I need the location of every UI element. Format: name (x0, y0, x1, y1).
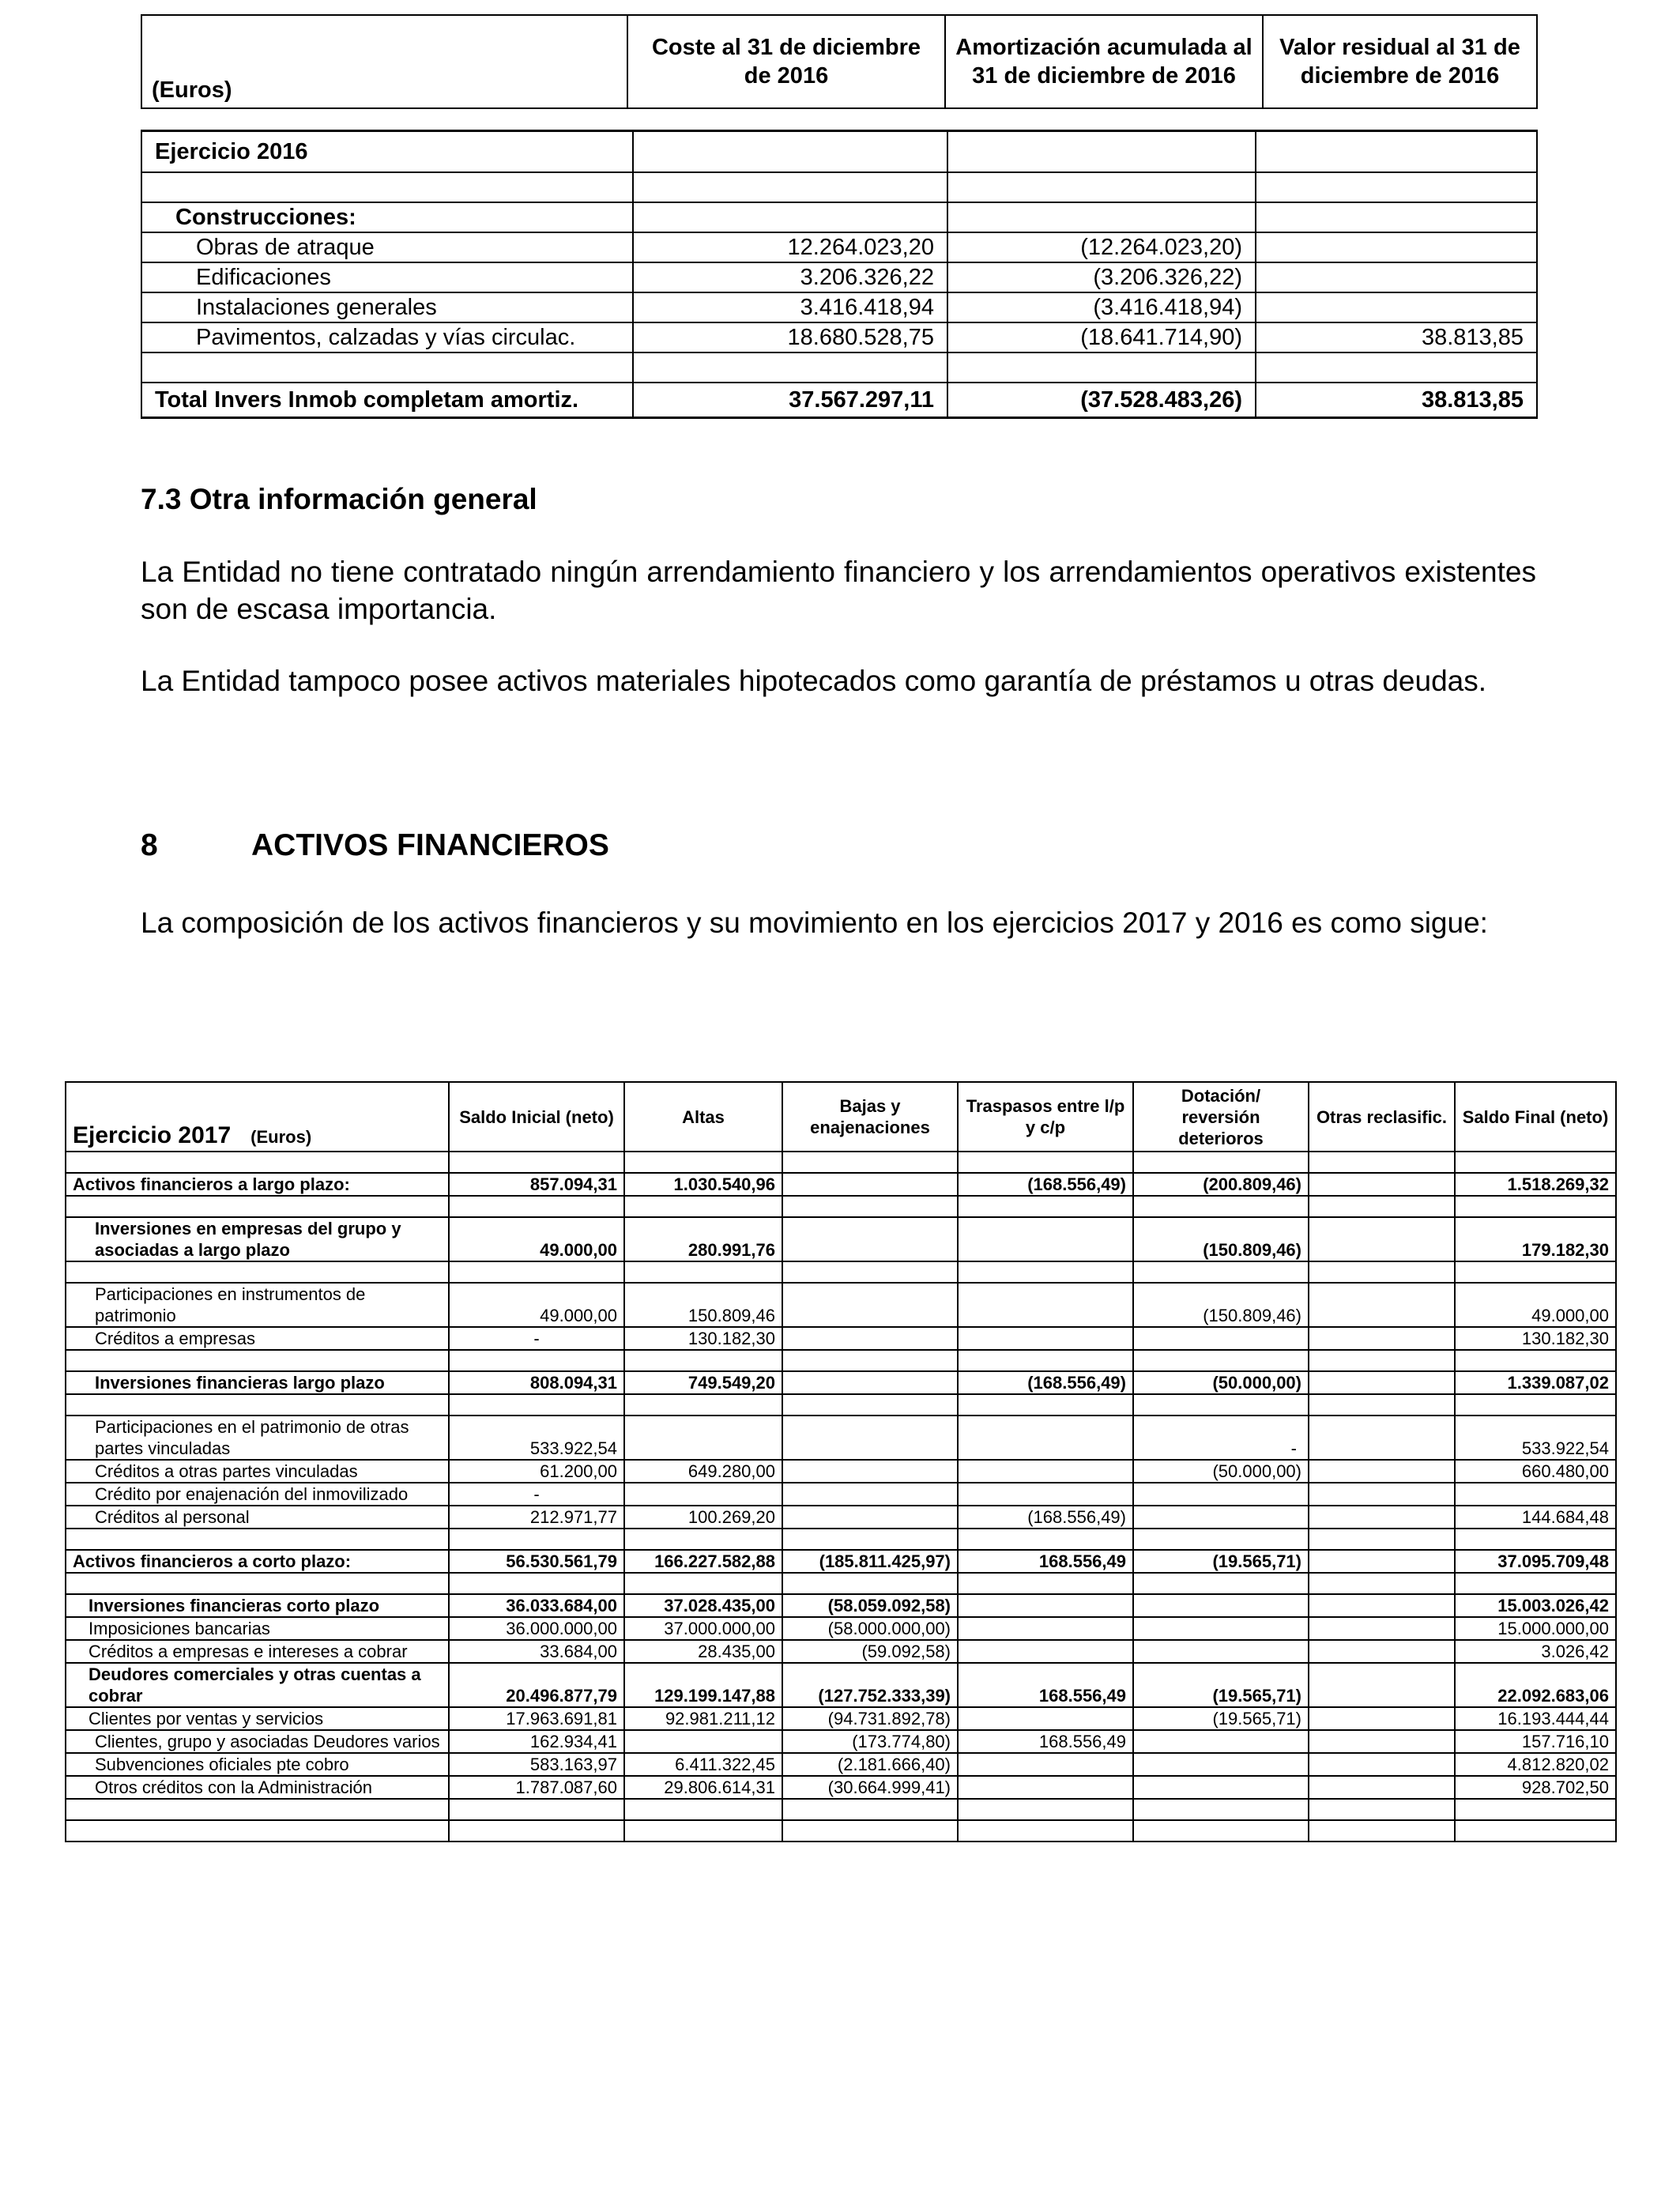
header-amortizacion: Amortización acumulada al 31 de diciembre de 2016 (945, 15, 1263, 108)
cell-value (1309, 1416, 1455, 1460)
cell-value (1133, 1776, 1309, 1799)
cell-value (1133, 1483, 1309, 1506)
cell-value (1309, 1217, 1455, 1261)
cell-value: - (449, 1483, 624, 1506)
cell-value: 649.280,00 (624, 1460, 782, 1483)
cell-value: (150.809,46) (1133, 1217, 1309, 1261)
row-label: Subvenciones oficiales pte cobro (66, 1753, 449, 1776)
cell-value: (127.752.333,39) (782, 1663, 958, 1707)
group-title: Construcciones: (141, 202, 633, 232)
cell-value: 37.095.709,48 (1455, 1550, 1616, 1573)
cell-value: 130.182,30 (624, 1327, 782, 1350)
cell-value: (168.556,49) (958, 1506, 1133, 1529)
row-label: Créditos al personal (66, 1506, 449, 1529)
cell-value (958, 1217, 1133, 1261)
table-row (66, 1416, 1616, 1460)
paragraph: La Entidad no tiene contratado ningún arrendamiento financiero y los arrendamientos operativos existentes son de escasa importancia. (141, 556, 1536, 625)
table-row: Pavimentos, calzadas y vías circulac. 18.680.528,75 (18.641.714,90) 38.813,85 (141, 322, 1537, 352)
cell-value (1309, 1506, 1455, 1529)
table-row (66, 1460, 1616, 1483)
paragraph: La Entidad tampoco posee activos materiales hipotecados como garantía de préstamos u otras deudas. (141, 665, 1487, 697)
cell-value: 533.922,54 (1455, 1416, 1616, 1460)
cell-value (958, 1594, 1133, 1617)
table-row (66, 1371, 1616, 1394)
cell-value: (150.809,46) (1133, 1283, 1309, 1327)
cell-value (1133, 1640, 1309, 1663)
cell-value: 150.809,46 (624, 1283, 782, 1327)
cell-value: (58.000.000,00) (782, 1617, 958, 1640)
table-row (66, 1776, 1616, 1799)
blank-row (66, 1261, 1616, 1283)
header-saldo-final: Saldo Final (neto) (1455, 1082, 1616, 1152)
cell-value (1133, 1506, 1309, 1529)
cell-value: (50.000,00) (1133, 1371, 1309, 1394)
table-row (66, 1617, 1616, 1640)
cell-value: (30.664.999,41) (782, 1776, 958, 1799)
cell-value (624, 1730, 782, 1753)
row-label: Créditos a otras partes vinculadas (66, 1460, 449, 1483)
cell-value (1309, 1327, 1455, 1350)
cell-value: 660.480,00 (1455, 1460, 1616, 1483)
cell-value (782, 1416, 958, 1460)
cell-value: 36.033.684,00 (449, 1594, 624, 1617)
cell-value: (59.092,58) (782, 1640, 958, 1663)
table-row: Instalaciones generales 3.416.418,94 (3.416.418,94) (141, 292, 1537, 322)
table-row (66, 1707, 1616, 1730)
section-title: Ejercicio 2016 (141, 131, 633, 173)
table-row (66, 1640, 1616, 1663)
row-label: Imposiciones bancarias (66, 1617, 449, 1640)
cell-value: 17.963.691,81 (449, 1707, 624, 1730)
cell-value (1309, 1173, 1455, 1196)
cell-value: 130.182,30 (1455, 1327, 1616, 1350)
cell-value (1309, 1753, 1455, 1776)
cell-value: (168.556,49) (958, 1173, 1133, 1196)
blank-row (66, 1394, 1616, 1416)
cell-value: 168.556,49 (958, 1730, 1133, 1753)
row-label: Crédito por enajenación del inmovilizado (66, 1483, 449, 1506)
row-label: Activos financieros a largo plazo: (66, 1173, 449, 1196)
cell-value (782, 1283, 958, 1327)
cell-value: (50.000,00) (1133, 1460, 1309, 1483)
cell-value: 28.435,00 (624, 1640, 782, 1663)
cell-value: 166.227.582,88 (624, 1550, 782, 1573)
cell-value: 36.000.000,00 (449, 1617, 624, 1640)
cell-value (624, 1416, 782, 1460)
cell-value: 56.530.561,79 (449, 1550, 624, 1573)
cell-value (958, 1617, 1133, 1640)
header-bajas: Bajas y enajenaciones (782, 1082, 958, 1152)
cell-value: 179.182,30 (1455, 1217, 1616, 1261)
cell-value: (19.565,71) (1133, 1707, 1309, 1730)
cell-value (1309, 1640, 1455, 1663)
cell-value: (173.774,80) (782, 1730, 958, 1753)
financial-assets-table (65, 1081, 1617, 1842)
row-label: Inversiones financieras corto plazo (66, 1594, 449, 1617)
table-row (66, 1506, 1616, 1529)
cell-value: - (1133, 1416, 1309, 1460)
cell-value: 1.787.087,60 (449, 1776, 624, 1799)
row-label: Activos financieros a corto plazo: (66, 1550, 449, 1573)
table-row (66, 1283, 1616, 1327)
cell-value (782, 1217, 958, 1261)
table-row: Edificaciones 3.206.326,22 (3.206.326,22) (141, 262, 1537, 292)
row-label: Créditos a empresas e intereses a cobrar (66, 1640, 449, 1663)
blank-row (66, 1152, 1616, 1173)
cell-value: 280.991,76 (624, 1217, 782, 1261)
cell-value: 1.030.540,96 (624, 1173, 782, 1196)
table-title: Ejercicio 2017 (Euros) (66, 1082, 449, 1152)
cell-value: 162.934,41 (449, 1730, 624, 1753)
cell-value (1133, 1617, 1309, 1640)
cell-value (1309, 1483, 1455, 1506)
blank-row (66, 1799, 1616, 1820)
cell-value: 168.556,49 (958, 1550, 1133, 1573)
cell-value: 212.971,77 (449, 1506, 624, 1529)
cell-value (782, 1327, 958, 1350)
cell-value (782, 1460, 958, 1483)
cell-value: 33.684,00 (449, 1640, 624, 1663)
cell-value: 15.000.000,00 (1455, 1617, 1616, 1640)
cell-value: 144.684,48 (1455, 1506, 1616, 1529)
cell-value (782, 1483, 958, 1506)
header-altas: Altas (624, 1082, 782, 1152)
table-row (66, 1483, 1616, 1506)
cell-value: 22.092.683,06 (1455, 1663, 1616, 1707)
header-traspasos: Traspasos entre l/p y c/p (958, 1082, 1133, 1152)
cell-value (1309, 1663, 1455, 1707)
blank-row (66, 1529, 1616, 1550)
header-otras: Otras reclasific. (1309, 1082, 1455, 1152)
cell-value (1133, 1730, 1309, 1753)
blank-row (66, 1196, 1616, 1217)
table-row (66, 1753, 1616, 1776)
cell-value (1309, 1617, 1455, 1640)
cell-value: 533.922,54 (449, 1416, 624, 1460)
cell-value (958, 1483, 1133, 1506)
row-label: Participaciones en el patrimonio de otras partes vinculadas (66, 1416, 449, 1460)
cell-value: 583.163,97 (449, 1753, 624, 1776)
cell-value: 37.028.435,00 (624, 1594, 782, 1617)
cell-value (782, 1506, 958, 1529)
cell-value: 29.806.614,31 (624, 1776, 782, 1799)
row-label: Créditos a empresas (66, 1327, 449, 1350)
row-label: Deudores comerciales y otras cuentas a cobrar (66, 1663, 449, 1707)
cell-value: 6.411.322,45 (624, 1753, 782, 1776)
cell-value: 1.339.087,02 (1455, 1371, 1616, 1394)
asset-table-body (141, 130, 1538, 419)
header-euros: (Euros) (141, 15, 627, 108)
section-title: ACTIVOS FINANCIEROS (251, 828, 609, 862)
cell-value (958, 1753, 1133, 1776)
cell-value (958, 1640, 1133, 1663)
cell-value (1455, 1483, 1616, 1506)
cell-value (1309, 1594, 1455, 1617)
cell-value: 61.200,00 (449, 1460, 624, 1483)
section-heading-8 (141, 827, 1536, 864)
cell-value: (94.731.892,78) (782, 1707, 958, 1730)
cell-value (1309, 1550, 1455, 1573)
cell-value: 4.812.820,02 (1455, 1753, 1616, 1776)
table-row (66, 1594, 1616, 1617)
section-number: 8 (141, 828, 158, 862)
cell-value: 168.556,49 (958, 1663, 1133, 1707)
cell-value (1309, 1283, 1455, 1327)
cell-value: (185.811.425,97) (782, 1550, 958, 1573)
row-label: Inversiones en empresas del grupo y asociadas a largo plazo (66, 1217, 449, 1261)
header-saldo-inicial: Saldo Inicial (neto) (449, 1082, 624, 1152)
cell-value: 129.199.147,88 (624, 1663, 782, 1707)
cell-value: 15.003.026,42 (1455, 1594, 1616, 1617)
table-row (66, 1327, 1616, 1350)
cell-value (1309, 1460, 1455, 1483)
table-row (66, 1550, 1616, 1573)
cell-value: - (449, 1327, 624, 1350)
cell-value (1309, 1730, 1455, 1753)
header-dotacion: Dotación/ reversión deterioros (1133, 1082, 1309, 1152)
blank-row (66, 1820, 1616, 1842)
paragraph: La composición de los activos financieros y su movimiento en los ejercicios 2017 y 2016 es como sigue: (141, 907, 1488, 939)
cell-value: 157.716,10 (1455, 1730, 1616, 1753)
section-heading-7-3: 7.3 Otra información general (141, 483, 537, 515)
asset-table-header (141, 14, 1538, 109)
cell-value: 749.549,20 (624, 1371, 782, 1394)
cell-value: 20.496.877,79 (449, 1663, 624, 1707)
cell-value (1133, 1594, 1309, 1617)
cell-value (782, 1371, 958, 1394)
cell-value (958, 1460, 1133, 1483)
table-row: Obras de atraque 12.264.023,20 (12.264.023,20) (141, 232, 1537, 262)
cell-value: 1.518.269,32 (1455, 1173, 1616, 1196)
row-label: Clientes por ventas y servicios (66, 1707, 449, 1730)
cell-value: 3.026,42 (1455, 1640, 1616, 1663)
total-row: Total Invers Inmob completam amortiz. 37.567.297,11 (37.528.483,26) 38.813,85 (141, 383, 1537, 418)
header-coste: Coste al 31 de diciembre de 2016 (627, 15, 945, 108)
cell-value: 928.702,50 (1455, 1776, 1616, 1799)
header-valor-residual: Valor residual al 31 de diciembre de 2016 (1263, 15, 1537, 108)
cell-value: 37.000.000,00 (624, 1617, 782, 1640)
cell-value (1133, 1327, 1309, 1350)
cell-value (958, 1416, 1133, 1460)
table-row (66, 1730, 1616, 1753)
cell-value (782, 1173, 958, 1196)
cell-value: 857.094,31 (449, 1173, 624, 1196)
cell-value: (19.565,71) (1133, 1550, 1309, 1573)
row-label: Otros créditos con la Administración (66, 1776, 449, 1799)
cell-value (958, 1327, 1133, 1350)
cell-value (1309, 1371, 1455, 1394)
cell-value: 49.000,00 (449, 1283, 624, 1327)
cell-value (958, 1776, 1133, 1799)
row-label: Clientes, grupo y asociadas Deudores varios (66, 1730, 449, 1753)
cell-value (1133, 1753, 1309, 1776)
table-row (66, 1217, 1616, 1261)
cell-value: (2.181.666,40) (782, 1753, 958, 1776)
cell-value (1309, 1776, 1455, 1799)
table-row (66, 1173, 1616, 1196)
blank-row (66, 1350, 1616, 1371)
cell-value: 100.269,20 (624, 1506, 782, 1529)
cell-value: (19.565,71) (1133, 1663, 1309, 1707)
cell-value (958, 1283, 1133, 1327)
blank-row (66, 1573, 1616, 1594)
cell-value: 808.094,31 (449, 1371, 624, 1394)
cell-value: 49.000,00 (1455, 1283, 1616, 1327)
cell-value: (200.809,46) (1133, 1173, 1309, 1196)
cell-value: 16.193.444,44 (1455, 1707, 1616, 1730)
cell-value: 49.000,00 (449, 1217, 624, 1261)
cell-value: (58.059.092,58) (782, 1594, 958, 1617)
table-row (66, 1663, 1616, 1707)
cell-value (624, 1483, 782, 1506)
cell-value: (168.556,49) (958, 1371, 1133, 1394)
cell-value (1309, 1707, 1455, 1730)
row-label: Inversiones financieras largo plazo (66, 1371, 449, 1394)
cell-value (958, 1707, 1133, 1730)
row-label: Participaciones en instrumentos de patrimonio (66, 1283, 449, 1327)
cell-value: 92.981.211,12 (624, 1707, 782, 1730)
